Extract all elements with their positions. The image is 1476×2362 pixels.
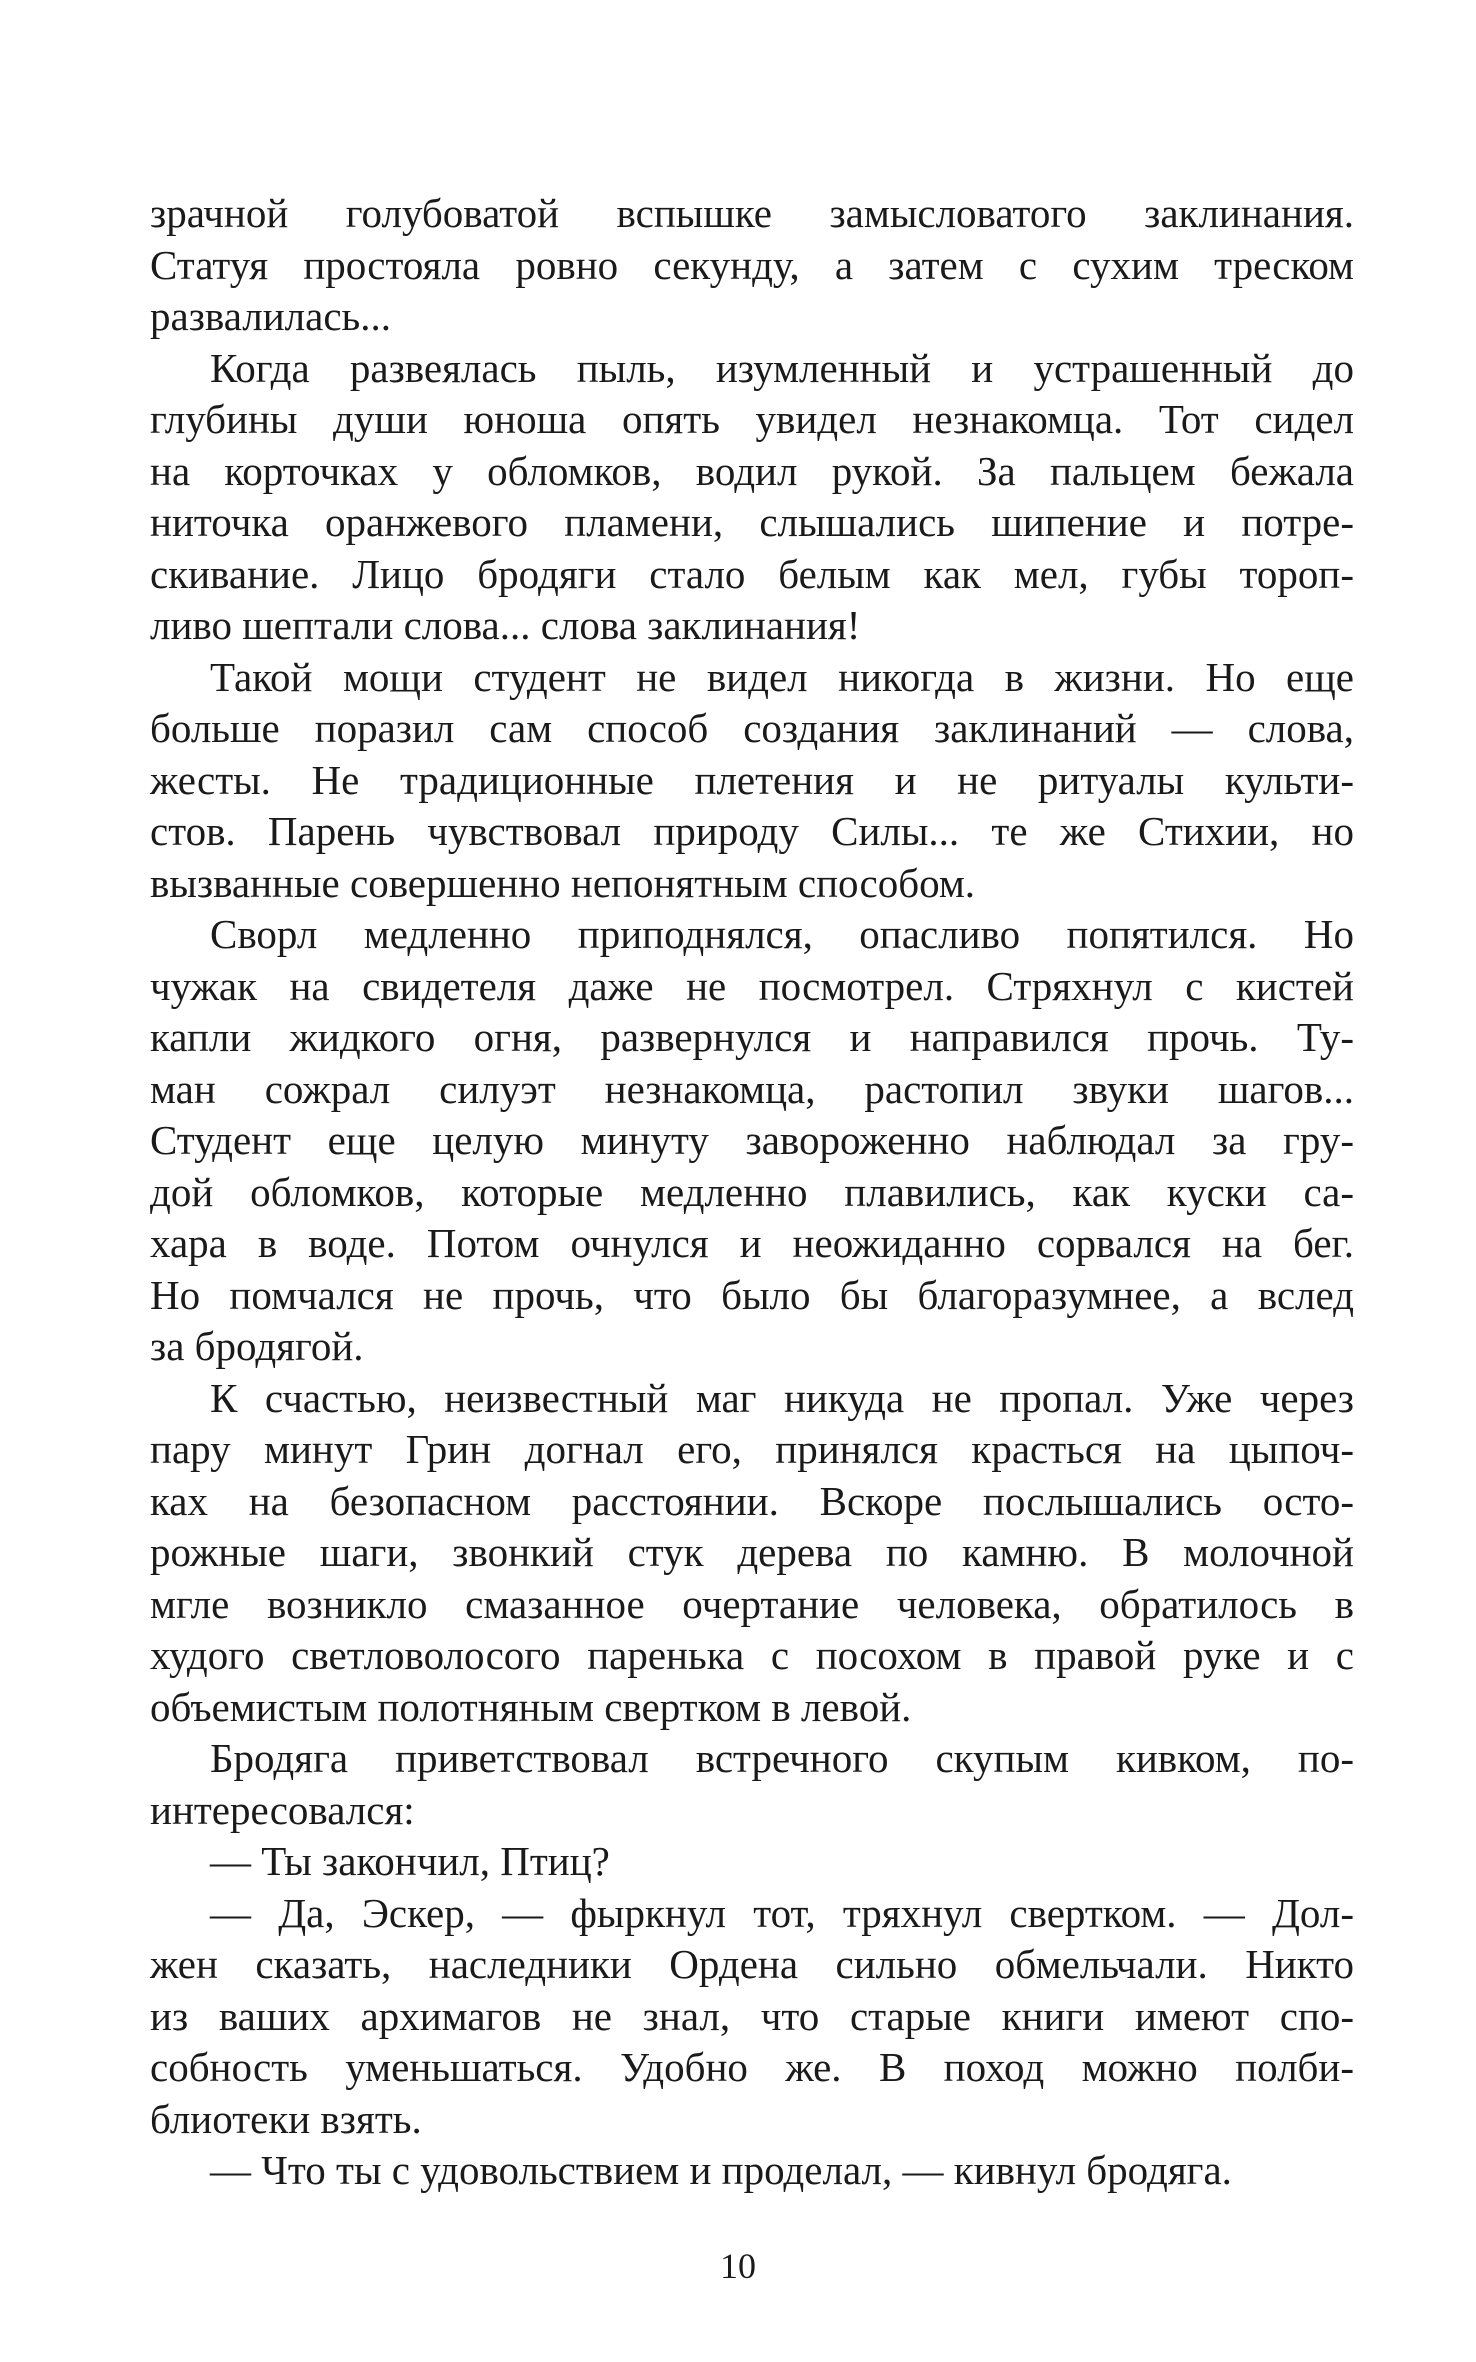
text-line: К счастью, неизвестный маг никуда не пропал. Уже через	[210, 1374, 1354, 1421]
text-line: мгле возникло смазанное очертание человека, обратилось в	[150, 1580, 1354, 1627]
text-line: Но помчался не прочь, что было бы благоразумнее, а вслед	[150, 1271, 1354, 1318]
text-line: вызванные совершенно непонятным способом.	[150, 859, 976, 906]
text-line: за бродягой.	[150, 1323, 364, 1369]
text-line: скивание. Лицо бродяги стало белым как мел, губы тороп-	[150, 550, 1354, 597]
text-line: ман сожрал силуэт незнакомца, растопил звуки шагов...	[150, 1065, 1354, 1112]
text-line: собность уменьшаться. Удобно же. В поход можно полби-	[150, 2044, 1354, 2090]
text-line: объемистым полотняным свертком в левой.	[150, 1683, 912, 1730]
text-line: чужак на свидетеля даже не посмотрел. Стряхнул с кистей	[150, 962, 1354, 1009]
text-line: капли жидкого огня, развернулся и направился прочь. Ту-	[150, 1014, 1354, 1060]
text-line: жесты. Не традиционные плетения и не ритуалы культи-	[150, 756, 1354, 803]
text-line: — Что ты с удовольствием и проделал, — кивнул бродяга.	[210, 2147, 1232, 2193]
text-line: больше поразил сам способ создания заклинаний — слова,	[150, 705, 1354, 751]
text-line: из ваших архимагов не знал, что старые книги имеют спо-	[150, 1992, 1354, 2039]
paragraph	[150, 1836, 1354, 1888]
text-line: Статуя простояла ровно секунду, а затем с сухим треском	[150, 241, 1354, 288]
text-line: худого светловолосого паренька с посохом в правой руке и с	[150, 1632, 1354, 1678]
text-line: Бродяга приветствовал встречного скупым кивком, по-	[210, 1735, 1354, 1781]
paragraph	[150, 1888, 1354, 2146]
text-line: стов. Парень чувствовал природу Силы... те же Стихии, но	[150, 808, 1354, 854]
paragraph	[150, 909, 1354, 1373]
paragraph	[150, 188, 1354, 343]
page-body	[150, 188, 1354, 2308]
text-line: ках на безопасном расстоянии. Вскоре послышались осто-	[150, 1477, 1354, 1524]
text-line: жен сказать, наследники Ордена сильно обмельчали. Никто	[150, 1941, 1354, 1987]
text-line: развалилась...	[150, 293, 391, 339]
paragraph	[150, 2145, 1354, 2197]
text-line: интересовался:	[150, 1786, 415, 1833]
text-line: ниточка оранжевого пламени, слышались шипение и потре-	[150, 499, 1354, 545]
text-line: Когда развеялась пыль, изумленный и устрашенный до	[210, 344, 1354, 391]
paragraph	[150, 1373, 1354, 1734]
text-line: — Ты закончил, Птиц?	[210, 1838, 610, 1884]
text-line: Студент еще целую минуту завороженно наблюдал за гру-	[150, 1117, 1354, 1163]
text-line: хара в воде. Потом очнулся и неожиданно сорвался на бег.	[150, 1220, 1354, 1266]
text-line: — Да, Эскер, — фыркнул тот, тряхнул свертком. — Дол-	[210, 1889, 1354, 1936]
text-line: блиотеки взять.	[150, 2095, 422, 2142]
text-line: ливо шептали слова... слова заклинания!	[150, 602, 861, 648]
text-line: глубины души юноша опять увидел незнакомца. Тот сидел	[150, 396, 1354, 442]
text-line: Такой мощи студент не видел никогда в жизни. Но еще	[210, 653, 1354, 700]
text-line: Сворл медленно приподнялся, опасливо попятился. Но	[210, 911, 1354, 957]
page-number: 10	[720, 2246, 756, 2286]
text-line: пару минут Грин догнал его, принялся красться на цыпоч-	[150, 1426, 1354, 1472]
text-line: зрачной голубоватой вспышке замысловатого заклинания.	[150, 190, 1354, 236]
text-line: дой обломков, которые медленно плавились, как куски са-	[150, 1168, 1354, 1215]
paragraph	[150, 1733, 1354, 1836]
paragraph	[150, 652, 1354, 910]
text-line: на корточках у обломков, водил рукой. За пальцем бежала	[150, 447, 1354, 494]
text-line: рожные шаги, звонкий стук дерева по камню. В молочной	[150, 1529, 1354, 1575]
paragraph	[150, 343, 1354, 652]
